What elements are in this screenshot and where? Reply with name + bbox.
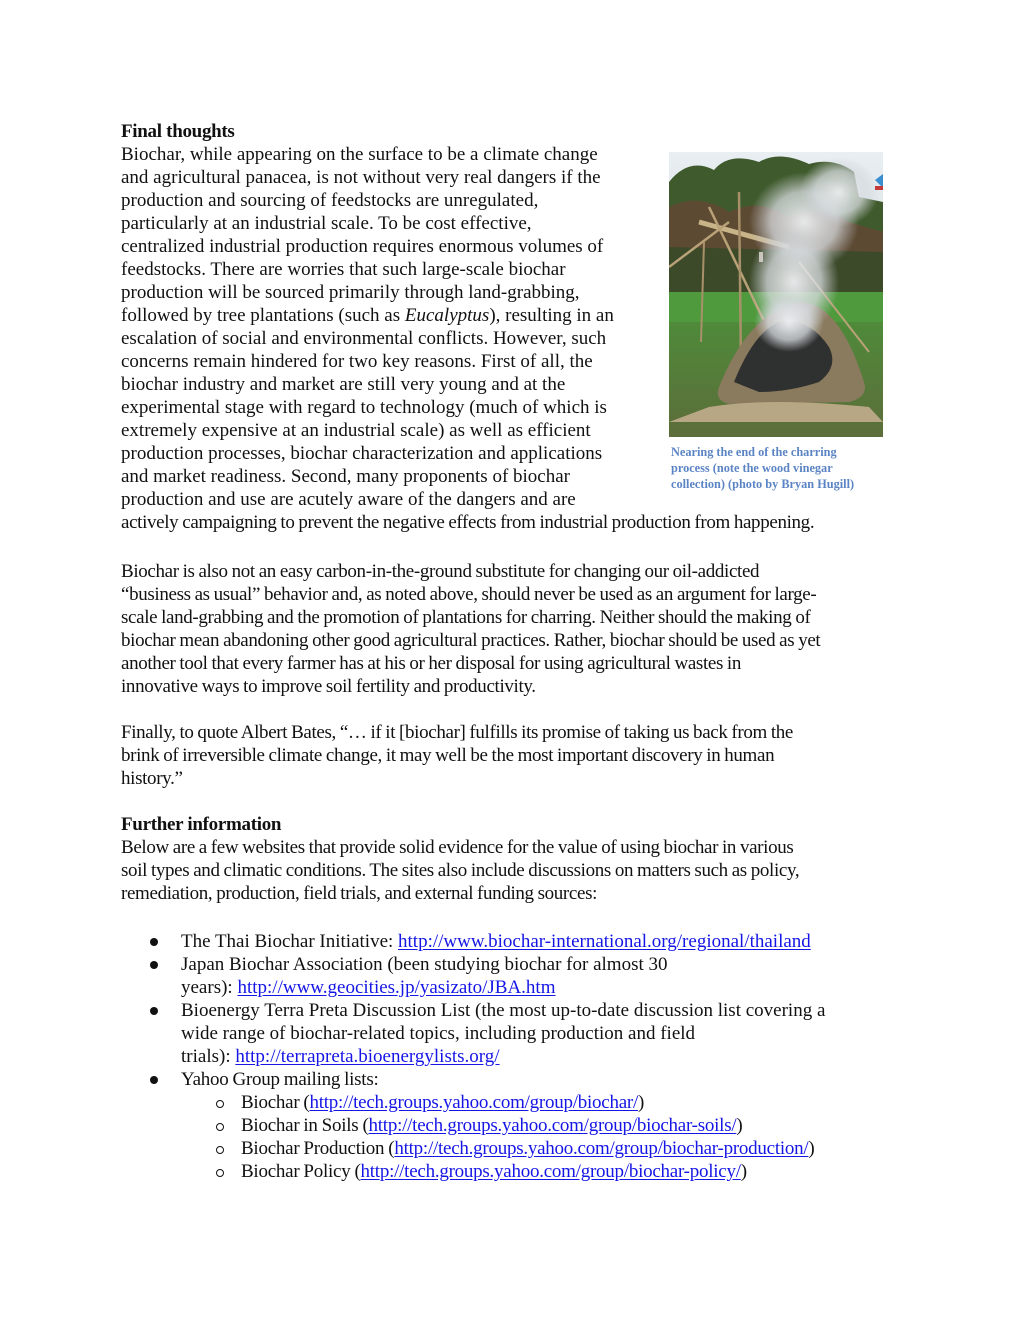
list-item-label: wide range of biochar-related topics, including production and field: [181, 1023, 696, 1044]
paragraph-line: brink of irreversible climate change, it may well be the most important discovery in human: [121, 745, 775, 766]
paragraph-line: concerns remain hindered for two key reasons. First of all, the: [121, 351, 593, 372]
list-item-label: Yahoo Group mailing lists:: [181, 1069, 379, 1090]
closing-paren: ): [638, 1092, 645, 1113]
italic-species-name: Eucalyptus: [404, 305, 490, 326]
paragraph-line: actively campaigning to prevent the negative effects from industrial production from happening.: [121, 512, 815, 533]
hollow-bullet-icon: [216, 1169, 224, 1177]
paragraph-line: production processes, biochar characterization and applications: [121, 443, 603, 464]
sub-list-item-label: Biochar Policy (: [241, 1161, 361, 1182]
paragraph-line: experimental stage with regard to technology (much of which is: [121, 397, 607, 418]
paragraph-line: Below are a few websites that provide solid evidence for the value of using biochar in various: [121, 837, 794, 858]
text-run: followed by tree plantations (such as: [121, 305, 405, 326]
japan-biochar-association-link[interactable]: http://www.geocities.jp/yasizato/JBA.htm: [237, 977, 556, 998]
yahoo-biochar-production-group-link[interactable]: http://tech.groups.yahoo.com/group/biochar-production/: [394, 1138, 809, 1159]
paragraph-line: escalation of social and environmental conflicts. However, such: [121, 328, 607, 349]
section-heading-final-thoughts: Final thoughts: [121, 121, 235, 142]
hollow-bullet-icon: [216, 1100, 224, 1108]
hollow-bullet-icon: [216, 1146, 224, 1154]
paragraph-line: production and sourcing of feedstocks are unregulated,: [121, 190, 539, 211]
paragraph-line: biochar mean abandoning other good agricultural practices. Rather, biochar should be used as yet: [121, 630, 821, 651]
list-item-label: trials):: [181, 1046, 236, 1067]
thai-biochar-initiative-link[interactable]: http://www.biochar-international.org/regional/thailand: [398, 931, 811, 952]
sub-list-item-text: [241, 1137, 815, 1160]
hollow-bullet-icon: [216, 1123, 224, 1131]
paragraph-line: history.”: [121, 768, 183, 789]
closing-paren: ): [736, 1115, 743, 1136]
paragraph-line: feedstocks. There are worries that such large-scale biochar: [121, 259, 566, 280]
closing-paren: ): [740, 1161, 747, 1182]
photo-illustration: [669, 152, 883, 437]
paragraph-line: soil types and climatic conditions. The sites also include discussions on matters such as policy,: [121, 860, 800, 881]
sub-list-item-text: [241, 1091, 644, 1114]
list-item-label: Bioenergy Terra Preta Discussion List (the most up-to-date discussion list covering a: [181, 1000, 826, 1021]
terra-preta-discussion-list-link[interactable]: http://terrapreta.bioenergylists.org/: [235, 1046, 500, 1067]
paragraph-line: Biochar is also not an easy carbon-in-the-ground substitute for changing our oil-addicted: [121, 561, 760, 582]
paragraph-biochar-not-easy: [121, 560, 820, 698]
paragraph-albert-bates-quote: [121, 721, 793, 790]
list-item-text: [181, 930, 811, 953]
paragraph-line: production will be sourced primarily through land-grabbing,: [121, 282, 580, 303]
paragraph-line: centralized industrial production requires enormous volumes of: [121, 236, 604, 257]
further-information-section: [121, 813, 799, 905]
paragraph-line: particularly at an industrial scale. To be cost effective,: [121, 213, 532, 234]
paragraph-line: scale land-grabbing and the promotion of plantations for charring. Neither should the making of: [121, 607, 811, 628]
section-heading-further-information: Further information: [121, 814, 282, 835]
list-item-text: [181, 1045, 500, 1068]
sub-list-item-label: Biochar in Soils (: [241, 1115, 369, 1136]
paragraph-line: Biochar, while appearing on the surface to be a climate change: [121, 144, 598, 165]
caption-line: collection) (photo by Bryan Hugill): [671, 477, 855, 491]
paragraph-line: “business as usual” behavior and, as noted above, should never be used as an argument for large-: [121, 584, 817, 605]
caption-line: Nearing the end of the charring: [671, 445, 837, 459]
paragraph-line: production and use are acutely aware of the dangers and are: [121, 489, 576, 510]
paragraph-line: and agricultural panacea, is not without very real dangers if the: [121, 167, 601, 188]
list-item-text: [181, 976, 556, 999]
paragraph-line: and market readiness. Second, many proponents of biochar: [121, 466, 571, 487]
yahoo-biochar-soils-group-link[interactable]: http://tech.groups.yahoo.com/group/biochar-soils/: [368, 1115, 737, 1136]
paragraph-line: another tool that every farmer has at his or her disposal for using agricultural wastes in: [121, 653, 741, 674]
sub-list-item-text: [241, 1114, 742, 1137]
list-item-label: The Thai Biochar Initiative:: [181, 931, 399, 952]
sub-list-item-text: [241, 1160, 747, 1183]
paragraph-line: innovative ways to improve soil fertility and productivity.: [121, 676, 536, 697]
text-run: ), resulting in an: [489, 305, 614, 326]
paragraph-line: Finally, to quote Albert Bates, “… if it [biochar] fulfills its promise of taking us back from the: [121, 722, 794, 743]
bullet-icon: [150, 1076, 158, 1084]
paragraph-line: remediation, production, field trials, and external funding sources:: [121, 883, 598, 904]
paragraph-line: biochar industry and market are still very young and at the: [121, 374, 566, 395]
bullet-icon: [150, 961, 158, 969]
charring-photo: [669, 152, 883, 437]
list-item-label: Japan Biochar Association (been studying biochar for almost 30: [181, 954, 668, 975]
closing-paren: ): [808, 1138, 815, 1159]
photo-caption: [671, 444, 901, 492]
sub-list-item-label: Biochar (: [241, 1092, 310, 1113]
bullet-icon: [150, 1007, 158, 1015]
bullet-icon: [150, 938, 158, 946]
yahoo-biochar-group-link[interactable]: http://tech.groups.yahoo.com/group/biochar/: [309, 1092, 639, 1113]
paragraph-line: extremely expensive at an industrial scale) as well as efficient: [121, 420, 591, 441]
caption-line: process (note the wood vinegar: [671, 461, 833, 475]
sub-list-item-label: Biochar Production (: [241, 1138, 395, 1159]
yahoo-biochar-policy-group-link[interactable]: http://tech.groups.yahoo.com/group/biochar-policy/: [360, 1161, 741, 1182]
list-item-label: years):: [181, 977, 238, 998]
